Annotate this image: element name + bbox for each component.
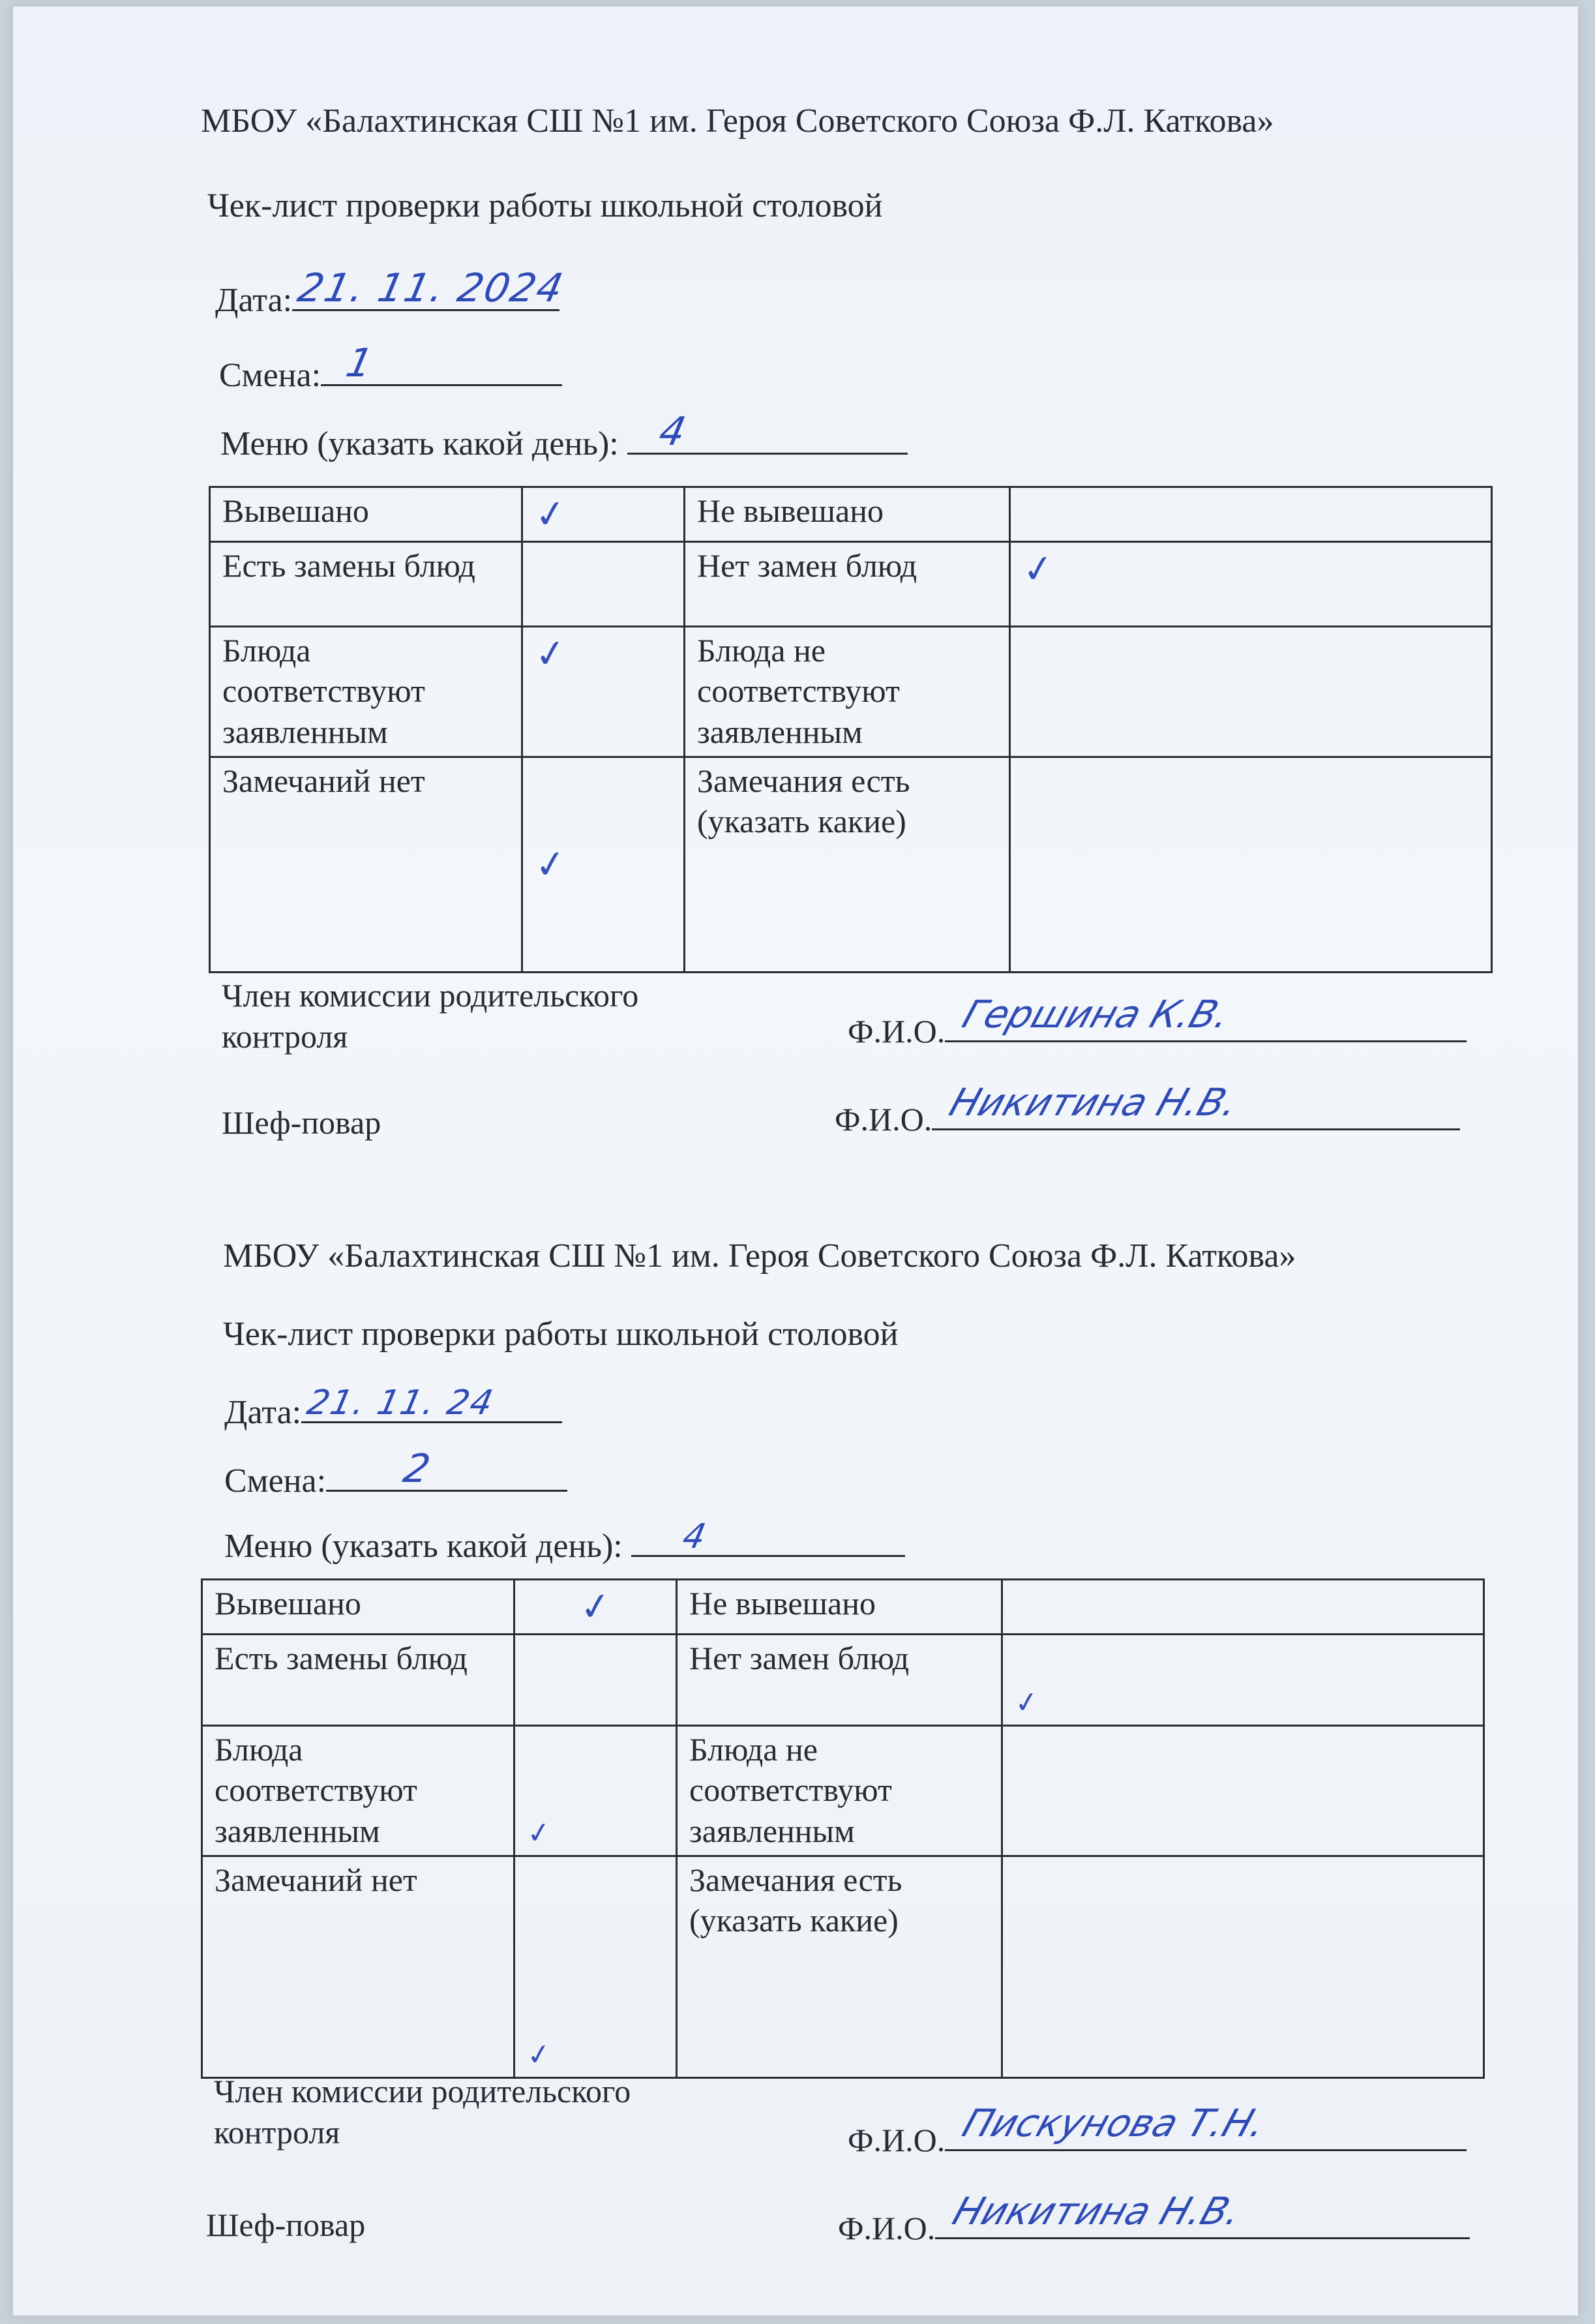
shift-value: 1 — [342, 340, 378, 386]
checkbox-cell[interactable] — [522, 487, 685, 542]
commission-signature-line[interactable] — [945, 2101, 1467, 2151]
date-input[interactable] — [292, 265, 569, 311]
cell-label: Замечаний нет — [210, 757, 522, 972]
shift-label: Смена: — [219, 357, 321, 394]
check-mark-icon: ✓ — [1012, 1684, 1041, 1721]
shift-label: Смена: — [224, 1462, 327, 1500]
table-row — [202, 1580, 1484, 1635]
cell-label: Нет замен блюд — [685, 541, 1010, 626]
cell-label: Замечаний нет — [202, 1856, 514, 2077]
commission-signature-line[interactable] — [945, 992, 1467, 1042]
table-row — [202, 1856, 1484, 2077]
date-field — [215, 265, 569, 319]
date-value: 21. 11. 24 — [303, 1383, 498, 1423]
check-mark-icon: ✓ — [531, 629, 570, 678]
table-row — [210, 541, 1492, 626]
table-row — [202, 1634, 1484, 1725]
checkbox-cell[interactable] — [1002, 1725, 1484, 1856]
cell-label: Есть замены блюд — [210, 541, 522, 626]
cell-label: Есть замены блюд — [202, 1634, 514, 1725]
checklist-form-1 — [0, 0, 1595, 1141]
chef-signature-line[interactable] — [935, 2189, 1470, 2239]
chef-signature: Никитина Н.В. — [944, 1080, 1244, 1124]
menu-value: 4 — [655, 409, 691, 455]
menu-label: Меню (указать какой день): — [224, 1528, 623, 1565]
chef-fio — [838, 2189, 1470, 2247]
date-value: 21. 11. 2024 — [293, 265, 569, 311]
cell-label: Замечания есть (указать какие) — [685, 757, 1010, 972]
cell-label: Не вывешано — [677, 1580, 1002, 1635]
menu-field — [220, 409, 908, 462]
checkbox-cell[interactable] — [1010, 757, 1492, 972]
cell-label: Вывешано — [210, 487, 522, 542]
checkbox-cell[interactable] — [514, 1580, 677, 1635]
commission-label: Член комиссии родительского контроля — [222, 977, 639, 1055]
cell-label: Нет замен блюд — [677, 1634, 1002, 1725]
cell-label: Блюда соответствуют заявленным — [210, 626, 522, 757]
school-name: МБОУ «Балахтинская СШ №1 им. Героя Советского Союза Ф.Л. Каткова» — [223, 1237, 1296, 1275]
cell-label: Вывешано — [202, 1580, 514, 1635]
form-title: Чек-лист проверки работы школьной столовой — [207, 187, 883, 224]
cell-label: Блюда соответствуют заявленным — [202, 1725, 514, 1856]
checklist-form-2 — [0, 1102, 1595, 2246]
fio-label: Ф.И.О. — [835, 1101, 932, 1138]
table-row — [210, 757, 1492, 972]
date-field — [224, 1383, 562, 1431]
shift-input[interactable] — [326, 1446, 567, 1492]
checkbox-cell[interactable] — [1010, 487, 1492, 542]
chef-signature: Никитина Н.В. — [947, 2189, 1247, 2233]
table-row — [210, 626, 1492, 757]
table-row — [210, 487, 1492, 542]
cell-label: Замечания есть (указать какие) — [677, 1856, 1002, 2077]
checkbox-cell[interactable] — [1010, 626, 1492, 757]
checklist-table — [209, 486, 1493, 973]
menu-value: 4 — [679, 1517, 711, 1556]
commission-signature: Гершина К.В. — [957, 992, 1236, 1036]
menu-input[interactable] — [627, 409, 908, 455]
check-mark-icon: ✓ — [576, 1582, 614, 1631]
form-title: Чек-лист проверки работы школьной столовой — [223, 1316, 899, 1353]
shift-value: 2 — [399, 1446, 436, 1492]
chef-label: Шеф-повар — [206, 2207, 366, 2243]
checkbox-cell[interactable] — [1002, 1634, 1484, 1725]
shift-field — [224, 1446, 567, 1500]
check-mark-icon: ✓ — [524, 1815, 554, 1852]
table-row — [202, 1725, 1484, 1856]
check-mark-icon: ✓ — [531, 489, 570, 539]
checkbox-cell[interactable] — [1002, 1580, 1484, 1635]
checkbox-cell[interactable] — [1010, 541, 1492, 626]
shift-input[interactable] — [321, 340, 562, 386]
fio-label: Ф.И.О. — [848, 2122, 946, 2158]
commission-signature: Пискунова Т.Н. — [957, 2101, 1272, 2145]
cell-label: Блюда не соответствуют заявленным — [685, 626, 1010, 757]
commission-label: Член комиссии родительского контроля — [214, 2073, 631, 2150]
check-mark-icon: ✓ — [524, 2036, 554, 2074]
checkbox-cell[interactable] — [514, 1725, 677, 1856]
checkbox-cell[interactable] — [522, 757, 685, 972]
cell-label: Не вывешано — [685, 487, 1010, 542]
menu-label: Меню (указать какой день): — [220, 425, 619, 462]
checklist-table — [201, 1578, 1485, 2079]
checkbox-cell[interactable] — [514, 1634, 677, 1725]
checkbox-cell[interactable] — [522, 541, 685, 626]
commission-fio — [848, 2101, 1467, 2159]
date-label: Дата: — [215, 282, 293, 319]
check-mark-icon: ✓ — [531, 839, 570, 888]
school-name: МБОУ «Балахтинская СШ №1 им. Героя Советского Союза Ф.Л. Каткова» — [201, 102, 1274, 140]
menu-input[interactable] — [631, 1517, 905, 1557]
commission-fio — [848, 992, 1467, 1050]
menu-field — [224, 1517, 905, 1565]
date-input[interactable] — [301, 1383, 562, 1423]
fio-label: Ф.И.О. — [838, 2210, 936, 2246]
chef-label: Шеф-повар — [222, 1104, 381, 1141]
date-label: Дата: — [224, 1394, 302, 1431]
shift-field — [219, 340, 562, 394]
check-mark-icon: ✓ — [1019, 544, 1058, 593]
fio-label: Ф.И.О. — [848, 1013, 946, 1049]
cell-label: Блюда не соответствуют заявленным — [677, 1725, 1002, 1856]
checkbox-cell[interactable] — [1002, 1856, 1484, 2077]
checkbox-cell[interactable] — [514, 1856, 677, 2077]
checkbox-cell[interactable] — [522, 626, 685, 757]
